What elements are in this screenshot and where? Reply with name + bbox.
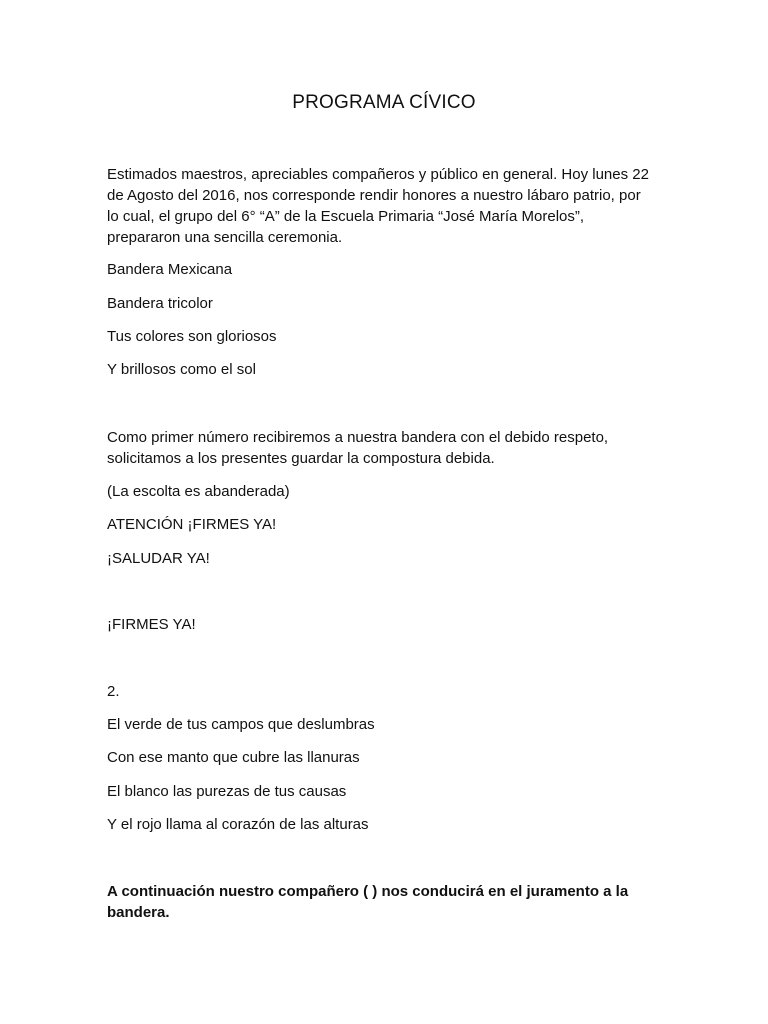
poem1-line: Bandera Mexicana (107, 261, 233, 278)
closing-line: A continuación nuestro compañero ( ) nos conducirá en el juramento a la (107, 883, 629, 900)
poem2-line: Con ese manto que cubre las llanuras (107, 749, 360, 766)
escolta-note: (La escolta es abanderada) (107, 483, 290, 500)
first-number-paragraph (107, 427, 667, 469)
atencion-command: ATENCIÓN ¡FIRMES YA! (107, 516, 277, 533)
poem1-line: Bandera tricolor (107, 295, 213, 312)
poem2-line: El blanco las purezas de tus causas (107, 783, 347, 800)
poem2-line: El verde de tus campos que deslumbras (107, 716, 375, 733)
firmes-command: ¡FIRMES YA! (107, 616, 196, 633)
intro-line: de Agosto del 2016, nos corresponde rendir honores a nuestro lábaro patrio, por (107, 187, 641, 204)
intro-line: prepararon una sencilla ceremonia. (107, 229, 343, 246)
poem2-line: Y el rojo llama al corazón de las alturas (107, 816, 369, 833)
intro-line: lo cual, el grupo del 6° “A” de la Escuela Primaria “José María Morelos”, (107, 208, 585, 225)
first-number-line: solicitamos a los presentes guardar la compostura debida. (107, 450, 495, 467)
intro-line: Estimados maestros, apreciables compañeros y público en general. Hoy lunes 22 (107, 166, 649, 183)
closing-paragraph (107, 881, 667, 923)
section-number: 2. (107, 683, 120, 700)
poem1-line: Y brillosos como el sol (107, 361, 256, 378)
first-number-line: Como primer número recibiremos a nuestra bandera con el debido respeto, (107, 429, 609, 446)
intro-paragraph (107, 164, 667, 248)
page-title: PROGRAMA CÍVICO (292, 92, 476, 113)
saludar-command: ¡SALUDAR YA! (107, 550, 210, 567)
poem1-line: Tus colores son gloriosos (107, 328, 277, 345)
closing-line: bandera. (107, 904, 170, 921)
